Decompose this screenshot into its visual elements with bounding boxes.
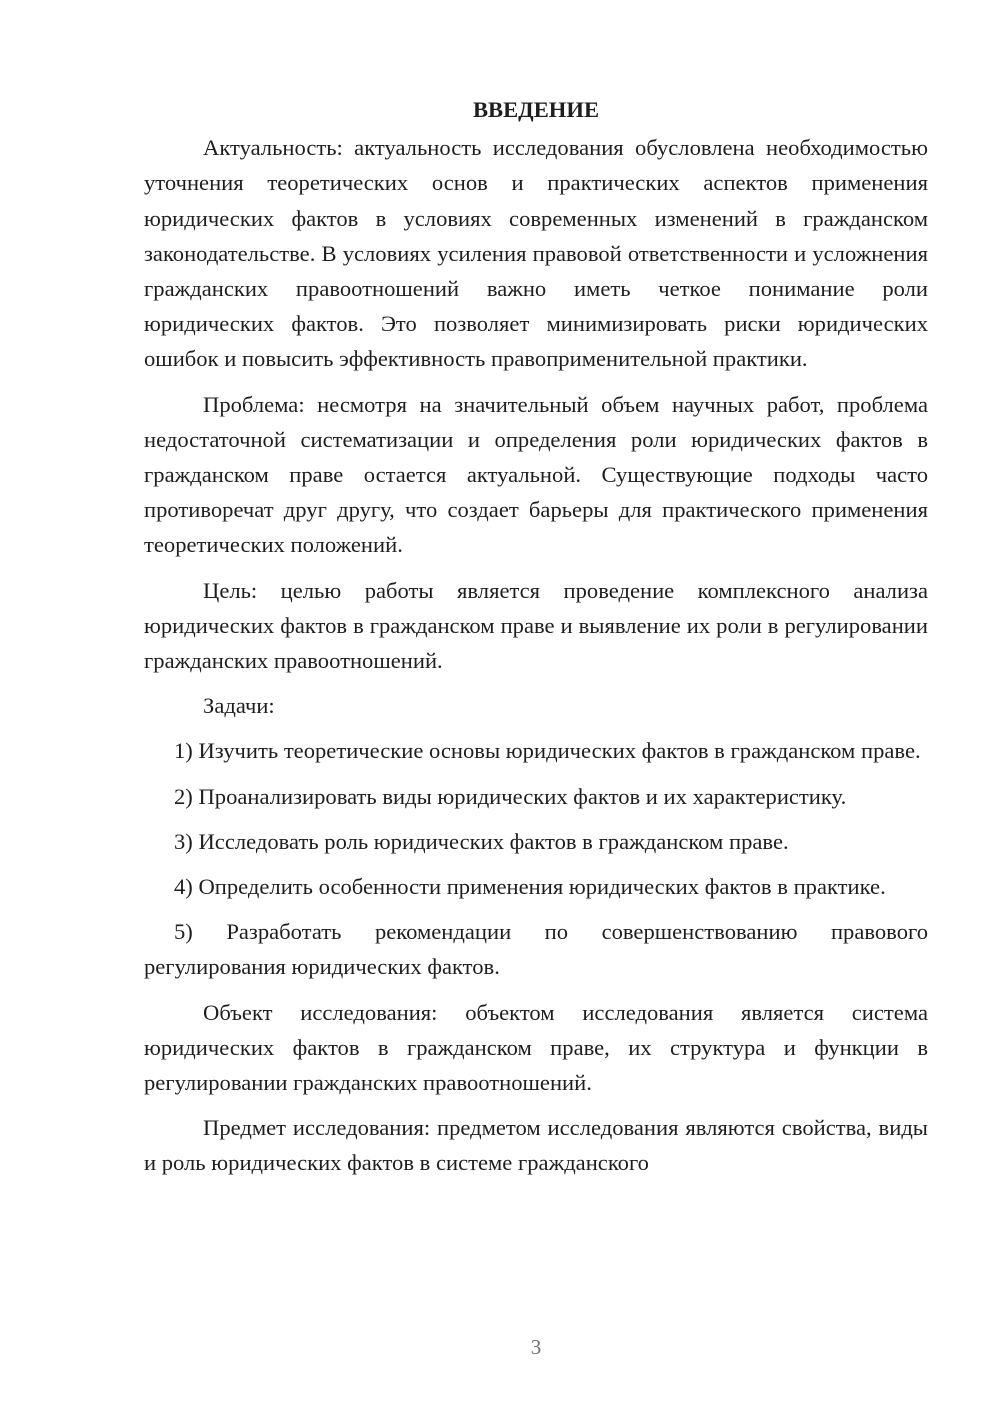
tasks-heading: Задачи: (203, 693, 275, 719)
goal-paragraph: Цель: целью работы является проведение комплексного анализа юридических фактов в гражданском праве и выявление их роли в регулировании гражданских правоотношений. (144, 577, 928, 674)
subject-paragraph: Предмет исследования: предметом исследования являются свойства, виды и роль юридических фактов в системе гражданского (144, 1115, 928, 1176)
problem-paragraph: Проблема: несмотря на значительный объем научных работ, проблема недостаточной систематизации и определения роли юридических фактов в гражданском праве остается актуальной. Существующие подходы часто противоречат друг другу, что создает барьеры для практического применения теоретических положений. (144, 391, 928, 558)
object-paragraph: Объект исследования: объектом исследования является система юридических фактов в гражданском праве, их структура и функции в регулировании гражданских правоотношений. (144, 999, 928, 1096)
page-body (144, 92, 928, 1181)
task-item: 2) Проанализировать виды юридических фактов и их характеристику. (174, 783, 847, 809)
page-number: 3 (530, 1335, 542, 1359)
task-item: 1) Изучить теоретические основы юридических фактов в гражданском праве. (174, 738, 921, 764)
relevance-paragraph: Актуальность: актуальность исследования обусловлена необходимостью уточнения теоретических основ и практических аспектов применения юридических фактов в условиях современных изменений в гражданском законодательстве. В условиях усиления правовой ответственности и усложнения гражданских правоотношений важно иметь четкое понимание роли юридических фактов. Это позволяет минимизировать риски юридических ошибок и повысить эффективность правоприменительной практики. (144, 135, 928, 372)
section-title: ВВЕДЕНИЕ (472, 97, 600, 122)
task-item: 4) Определить особенности применения юридических фактов в практике. (174, 874, 886, 900)
task-item: 3) Исследовать роль юридических фактов в гражданском праве. (174, 828, 789, 854)
task-item: 5) Разработать рекомендации по совершенствованию правового регулирования юридических фактов. (144, 919, 928, 980)
